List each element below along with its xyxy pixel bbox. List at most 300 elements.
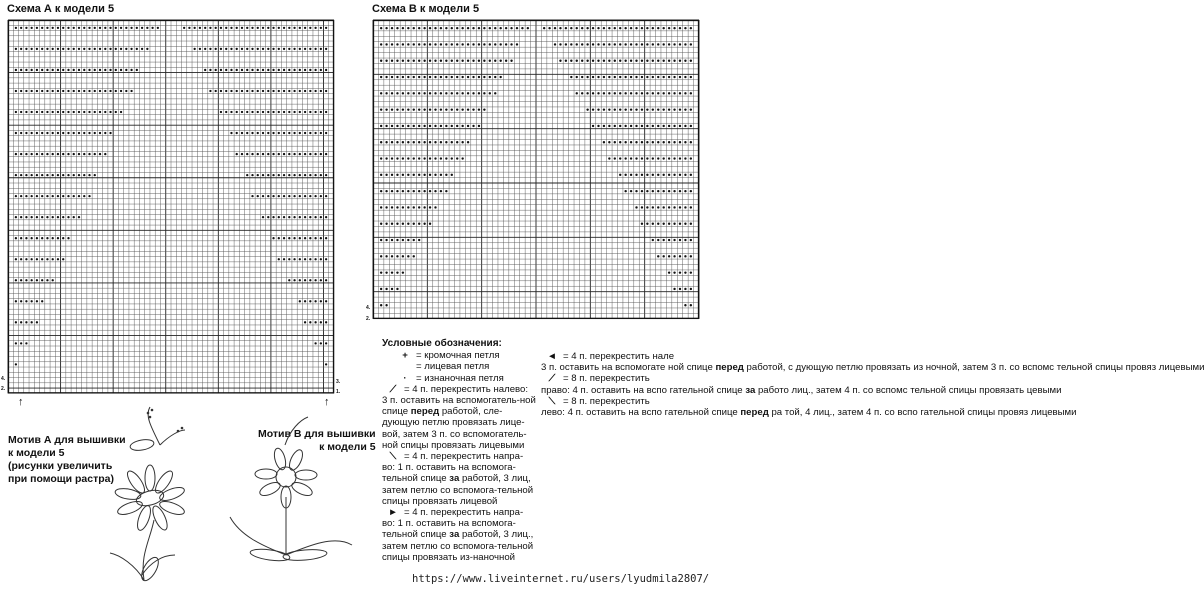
purl-stitch: [15, 195, 17, 197]
purl-stitch: [46, 258, 48, 260]
purl-stitch: [46, 27, 48, 29]
purl-stitch: [52, 69, 54, 71]
purl-stitch: [652, 60, 654, 62]
purl-stitch: [57, 111, 59, 113]
purl-stitch: [288, 279, 290, 281]
purl-stitch: [283, 258, 285, 260]
purl-stitch: [99, 132, 101, 134]
purl-stitch: [57, 237, 59, 239]
purl-stitch: [423, 92, 425, 94]
purl-stitch: [41, 153, 43, 155]
purl-stitch: [434, 141, 436, 143]
purl-stitch: [619, 43, 621, 45]
purl-stitch: [413, 27, 415, 29]
purl-stitch: [304, 153, 306, 155]
purl-stitch: [246, 174, 248, 176]
purl-stitch: [31, 132, 33, 134]
purl-stitch: [36, 237, 38, 239]
purl-stitch: [429, 76, 431, 78]
purl-stitch: [684, 190, 686, 192]
purl-stitch: [679, 108, 681, 110]
purl-stitch: [624, 125, 626, 127]
purl-stitch: [380, 43, 382, 45]
purl-stitch: [309, 300, 311, 302]
purl-stitch: [624, 157, 626, 159]
purl-stitch: [25, 237, 27, 239]
purl-stitch: [299, 132, 301, 134]
purl-stitch: [679, 60, 681, 62]
purl-stitch: [690, 223, 692, 225]
purl-stitch: [380, 27, 382, 29]
purl-stitch: [483, 108, 485, 110]
purl-stitch: [83, 69, 85, 71]
purl-stitch: [673, 157, 675, 159]
purl-stitch: [283, 111, 285, 113]
purl-stitch: [380, 190, 382, 192]
purl-stitch: [104, 69, 106, 71]
purl-stitch: [20, 195, 22, 197]
purl-stitch: [391, 125, 393, 127]
purl-stitch: [467, 92, 469, 94]
purl-stitch: [434, 125, 436, 127]
purl-stitch: [320, 342, 322, 344]
purl-stitch: [15, 48, 17, 50]
purl-stitch: [215, 27, 217, 29]
purl-stitch: [690, 288, 692, 290]
purl-stitch: [668, 206, 670, 208]
purl-stitch: [57, 258, 59, 260]
purl-stitch: [608, 108, 610, 110]
purl-stitch: [635, 190, 637, 192]
purl-stitch: [434, 206, 436, 208]
purl-stitch: [278, 153, 280, 155]
purl-stitch: [646, 157, 648, 159]
purl-stitch: [635, 174, 637, 176]
purl-stitch: [662, 206, 664, 208]
purl-stitch: [652, 239, 654, 241]
purl-stitch: [619, 141, 621, 143]
purl-stitch: [684, 76, 686, 78]
purl-stitch: [31, 258, 33, 260]
purl-stitch: [320, 279, 322, 281]
purl-stitch: [396, 27, 398, 29]
embroidery-motifs: [90, 405, 380, 589]
purl-stitch: [299, 153, 301, 155]
dot-icon: ·: [403, 372, 407, 384]
purl-stitch: [46, 174, 48, 176]
purl-stitch: [78, 195, 80, 197]
purl-stitch: [31, 90, 33, 92]
purl-stitch: [445, 157, 447, 159]
purl-stitch: [614, 92, 616, 94]
purl-stitch: [314, 27, 316, 29]
purl-stitch: [278, 132, 280, 134]
purl-stitch: [314, 279, 316, 281]
purl-stitch: [220, 111, 222, 113]
purl-stitch: [204, 48, 206, 50]
purl-stitch: [31, 321, 33, 323]
purl-stitch: [586, 43, 588, 45]
purl-stitch: [262, 216, 264, 218]
purl-stitch: [125, 48, 127, 50]
purl-stitch: [325, 342, 327, 344]
purl-stitch: [83, 174, 85, 176]
purl-stitch: [461, 92, 463, 94]
purl-stitch: [293, 237, 295, 239]
purl-stitch: [407, 43, 409, 45]
purl-stitch: [262, 27, 264, 29]
purl-stitch: [429, 92, 431, 94]
legend-item-cross-right-4b: [382, 507, 537, 563]
purl-stitch: [429, 60, 431, 62]
purl-stitch: [489, 27, 491, 29]
purl-stitch: [267, 27, 269, 29]
purl-stitch: [257, 27, 259, 29]
purl-stitch: [246, 90, 248, 92]
purl-stitch: [380, 304, 382, 306]
purl-stitch: [499, 60, 501, 62]
purl-stitch: [614, 157, 616, 159]
purl-stitch: [619, 92, 621, 94]
legend-continued: [541, 351, 1204, 419]
purl-stitch: [52, 174, 54, 176]
purl-stitch: [262, 90, 264, 92]
purl-stitch: [402, 108, 404, 110]
purl-stitch: [236, 48, 238, 50]
purl-stitch: [586, 76, 588, 78]
purl-stitch: [652, 27, 654, 29]
purl-stitch: [251, 153, 253, 155]
purl-stitch: [230, 27, 232, 29]
purl-stitch: [20, 300, 22, 302]
purl-stitch: [456, 141, 458, 143]
purl-stitch: [679, 271, 681, 273]
purl-stitch: [325, 90, 327, 92]
purl-stitch: [325, 300, 327, 302]
purl-stitch: [73, 111, 75, 113]
purl-stitch: [581, 27, 583, 29]
purl-stitch: [288, 132, 290, 134]
purl-stitch: [652, 223, 654, 225]
purl-stitch: [451, 60, 453, 62]
purl-stitch: [304, 69, 306, 71]
purl-stitch: [510, 27, 512, 29]
purl-stitch: [73, 174, 75, 176]
purl-stitch: [136, 69, 138, 71]
purl-stitch: [478, 92, 480, 94]
purl-stitch: [673, 206, 675, 208]
purl-stitch: [603, 43, 605, 45]
purl-stitch: [325, 237, 327, 239]
purl-stitch: [657, 27, 659, 29]
purl-stitch: [635, 125, 637, 127]
purl-stitch: [204, 27, 206, 29]
purl-stitch: [597, 43, 599, 45]
purl-stitch: [396, 157, 398, 159]
purl-stitch: [407, 27, 409, 29]
purl-stitch: [146, 27, 148, 29]
purl-stitch: [25, 111, 27, 113]
purl-stitch: [130, 48, 132, 50]
purl-stitch: [396, 174, 398, 176]
purl-stitch: [15, 174, 17, 176]
scheme-a-chart: [8, 20, 334, 393]
purl-stitch: [402, 190, 404, 192]
purl-stitch: [662, 157, 664, 159]
purl-stitch: [262, 174, 264, 176]
purl-stitch: [396, 223, 398, 225]
purl-stitch: [684, 174, 686, 176]
purl-stitch: [94, 69, 96, 71]
purl-stitch: [62, 174, 64, 176]
purl-stitch: [293, 69, 295, 71]
purl-stitch: [46, 69, 48, 71]
legend-text: во: 1 п. оставить на вспомога-тельной спице: [382, 462, 516, 485]
purl-stitch: [592, 60, 594, 62]
purl-stitch: [646, 92, 648, 94]
purl-stitch: [570, 60, 572, 62]
purl-stitch: [241, 132, 243, 134]
purl-stitch: [304, 132, 306, 134]
purl-stitch: [684, 239, 686, 241]
purl-stitch: [630, 125, 632, 127]
purl-stitch: [505, 27, 507, 29]
purl-stitch: [418, 43, 420, 45]
purl-stitch: [25, 69, 27, 71]
purl-stitch: [429, 108, 431, 110]
purl-stitch: [78, 90, 80, 92]
purl-stitch: [461, 141, 463, 143]
purl-stitch: [451, 141, 453, 143]
purl-stitch: [429, 43, 431, 45]
purl-stitch: [104, 153, 106, 155]
purl-stitch: [451, 125, 453, 127]
purl-stitch: [456, 108, 458, 110]
purl-stitch: [668, 92, 670, 94]
purl-stitch: [293, 174, 295, 176]
purl-stitch: [445, 108, 447, 110]
legend-bold: перед: [410, 406, 440, 418]
purl-stitch: [391, 76, 393, 78]
purl-stitch: [325, 279, 327, 281]
purl-stitch: [73, 27, 75, 29]
purl-stitch: [325, 27, 327, 29]
purl-stitch: [293, 279, 295, 281]
purl-stitch: [396, 108, 398, 110]
legend-bold: за: [745, 384, 756, 396]
purl-stitch: [445, 190, 447, 192]
purl-stitch: [624, 190, 626, 192]
purl-stitch: [57, 153, 59, 155]
purl-stitch: [592, 43, 594, 45]
row-label-a-2: 2.: [1, 386, 6, 392]
watermark-url[interactable]: https://www.liveinternet.ru/users/lyudmila2807/: [412, 573, 710, 585]
purl-stitch: [668, 157, 670, 159]
purl-stitch: [597, 27, 599, 29]
purl-stitch: [684, 304, 686, 306]
purl-stitch: [434, 43, 436, 45]
purl-stitch: [581, 60, 583, 62]
purl-stitch: [641, 125, 643, 127]
legend-text: 3 п. оставить на вспомогате ной спице: [541, 362, 716, 374]
purl-stitch: [278, 48, 280, 50]
purl-stitch: [652, 206, 654, 208]
purl-stitch: [25, 258, 27, 260]
purl-stitch: [293, 216, 295, 218]
purl-stitch: [668, 125, 670, 127]
purl-stitch: [31, 48, 33, 50]
purl-stitch: [57, 90, 59, 92]
purl-stitch: [230, 48, 232, 50]
purl-stitch: [576, 92, 578, 94]
purl-stitch: [516, 27, 518, 29]
purl-stitch: [429, 223, 431, 225]
purl-stitch: [88, 195, 90, 197]
purl-stitch: [36, 48, 38, 50]
row-label-b-4: 4.: [366, 305, 371, 311]
purl-stitch: [380, 174, 382, 176]
purl-stitch: [36, 153, 38, 155]
purl-stitch: [472, 43, 474, 45]
purl-stitch: [314, 48, 316, 50]
purl-stitch: [391, 223, 393, 225]
purl-stitch: [146, 48, 148, 50]
purl-stitch: [293, 48, 295, 50]
purl-stitch: [505, 60, 507, 62]
purl-stitch: [251, 132, 253, 134]
purl-stitch: [668, 223, 670, 225]
purl-stitch: [570, 27, 572, 29]
purl-stitch: [309, 279, 311, 281]
purl-stitch: [314, 321, 316, 323]
purl-stitch: [267, 174, 269, 176]
purl-stitch: [225, 111, 227, 113]
purl-stitch: [576, 43, 578, 45]
purl-stitch: [272, 216, 274, 218]
purl-stitch: [407, 190, 409, 192]
purl-stitch: [62, 27, 64, 29]
purl-stitch: [241, 90, 243, 92]
purl-stitch: [565, 27, 567, 29]
purl-stitch: [668, 190, 670, 192]
purl-stitch: [641, 141, 643, 143]
purl-stitch: [94, 132, 96, 134]
purl-stitch: [690, 174, 692, 176]
purl-stitch: [220, 48, 222, 50]
purl-stitch: [99, 69, 101, 71]
purl-stitch: [272, 48, 274, 50]
purl-stitch: [120, 48, 122, 50]
purl-stitch: [15, 258, 17, 260]
purl-stitch: [391, 157, 393, 159]
purl-stitch: [52, 279, 54, 281]
purl-stitch: [272, 132, 274, 134]
purl-stitch: [402, 76, 404, 78]
purl-stitch: [630, 141, 632, 143]
purl-stitch: [467, 27, 469, 29]
purl-stitch: [641, 206, 643, 208]
purl-stitch: [141, 48, 143, 50]
purl-stitch: [283, 90, 285, 92]
purl-stitch: [52, 111, 54, 113]
purl-stitch: [402, 255, 404, 257]
purl-stitch: [67, 111, 69, 113]
purl-stitch: [635, 157, 637, 159]
purl-stitch: [293, 27, 295, 29]
purl-stitch: [559, 43, 561, 45]
purl-stitch: [78, 48, 80, 50]
purl-stitch: [309, 111, 311, 113]
purl-stitch: [402, 206, 404, 208]
purl-stitch: [299, 69, 301, 71]
purl-stitch: [320, 48, 322, 50]
purl-stitch: [402, 43, 404, 45]
purl-stitch: [251, 27, 253, 29]
purl-stitch: [391, 27, 393, 29]
purl-stitch: [94, 153, 96, 155]
legend-text: работой, 3 лиц, затем петлю со вспомога-тельной спицы провязать лицевой: [382, 473, 534, 507]
purl-stitch: [483, 27, 485, 29]
purl-stitch: [690, 125, 692, 127]
purl-stitch: [456, 125, 458, 127]
purl-stitch: [652, 43, 654, 45]
purl-stitch: [396, 60, 398, 62]
purl-stitch: [36, 195, 38, 197]
purl-stitch: [597, 60, 599, 62]
purl-stitch: [467, 60, 469, 62]
row-label-a-3: 3.: [336, 379, 341, 385]
purl-stitch: [120, 69, 122, 71]
purl-stitch: [46, 48, 48, 50]
purl-stitch: [559, 27, 561, 29]
purl-stitch: [104, 48, 106, 50]
purl-stitch: [418, 157, 420, 159]
purl-stitch: [385, 60, 387, 62]
purl-stitch: [299, 300, 301, 302]
purl-stitch: [445, 76, 447, 78]
purl-stitch: [646, 60, 648, 62]
purl-stitch: [230, 132, 232, 134]
purl-stitch: [20, 237, 22, 239]
purl-stitch: [283, 48, 285, 50]
purl-stitch: [646, 206, 648, 208]
purl-stitch: [418, 239, 420, 241]
purl-stitch: [380, 255, 382, 257]
purl-stitch: [445, 27, 447, 29]
purl-stitch: [657, 255, 659, 257]
purl-stitch: [309, 90, 311, 92]
purl-stitch: [641, 108, 643, 110]
purl-stitch: [52, 153, 54, 155]
purl-stitch: [407, 239, 409, 241]
purl-stitch: [309, 321, 311, 323]
legend-item-cross-left-8: [541, 395, 1077, 419]
purl-stitch: [673, 190, 675, 192]
purl-stitch: [194, 48, 196, 50]
purl-stitch: [657, 174, 659, 176]
purl-stitch: [635, 141, 637, 143]
purl-stitch: [320, 132, 322, 134]
motif-b-line: к модели 5: [319, 441, 376, 453]
purl-stitch: [293, 195, 295, 197]
purl-stitch: [241, 27, 243, 29]
purl-stitch: [581, 92, 583, 94]
purl-stitch: [20, 111, 22, 113]
purl-stitch: [662, 76, 664, 78]
purl-stitch: [380, 206, 382, 208]
purl-stitch: [36, 69, 38, 71]
purl-stitch: [684, 125, 686, 127]
